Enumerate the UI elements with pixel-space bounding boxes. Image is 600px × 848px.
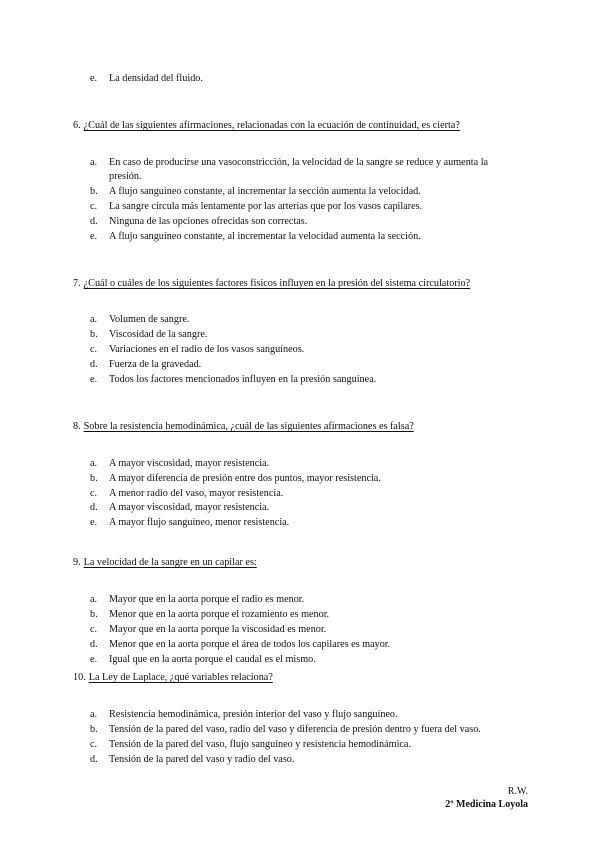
option-letter: c. bbox=[90, 201, 98, 212]
option-text: Mayor que en la aorta porque la viscosidad es menor. bbox=[109, 624, 327, 635]
option-letter: e. bbox=[90, 73, 98, 84]
option-text: En caso de producirse una vasoconstricción, la velocidad de la sangre se reduce y aumenta la bbox=[109, 157, 489, 168]
q10-option-c bbox=[90, 738, 411, 751]
option-text: Todos los factores mencionados influyen en la presión sanguínea. bbox=[109, 374, 377, 385]
q9-option-a bbox=[90, 593, 304, 606]
q10-option-a bbox=[90, 708, 398, 721]
q6-option-d bbox=[90, 215, 307, 228]
option-prev-e bbox=[90, 72, 203, 85]
option-letter: b. bbox=[90, 473, 98, 484]
q8-option-c bbox=[90, 487, 283, 500]
option-letter: c. bbox=[90, 344, 98, 355]
q8-option-d bbox=[90, 501, 269, 514]
option-text: Menor que en la aorta porque el área de todos los capilares es mayor. bbox=[109, 639, 391, 650]
option-letter: d. bbox=[90, 639, 98, 650]
option-text: La densidad del fluido. bbox=[109, 73, 203, 84]
option-letter: c. bbox=[90, 624, 98, 635]
option-text: Resistencia hemodinámica, presión interior del vaso y flujo sanguíneo. bbox=[109, 709, 398, 720]
option-letter: d. bbox=[90, 502, 98, 513]
q7-option-c bbox=[90, 343, 304, 356]
option-text: Viscosidad de la sangre. bbox=[109, 329, 208, 340]
option-letter: d. bbox=[90, 754, 98, 765]
q10-option-b bbox=[90, 723, 481, 736]
question-text: Sobre la resistencia hemodinámica, ¿cuál de las siguientes afirmaciones es falsa? bbox=[83, 421, 414, 432]
option-text: Igual que en la aorta porque el caudal es el mismo. bbox=[109, 654, 316, 665]
question-text: ¿Cuál o cuáles de los siguientes factores físicos influyen en la presión del sistema circulatorio? bbox=[83, 278, 471, 289]
question-6 bbox=[73, 119, 460, 132]
option-text: Volumen de sangre. bbox=[109, 314, 190, 325]
option-text: Menor que en la aorta porque el rozamiento es menor. bbox=[109, 609, 330, 620]
question-number: 8. bbox=[73, 421, 81, 432]
q7-option-d bbox=[90, 358, 201, 371]
footer-initials: R.W. bbox=[507, 786, 528, 797]
question-7 bbox=[73, 277, 470, 290]
question-10 bbox=[73, 671, 273, 684]
option-letter: a. bbox=[90, 157, 98, 168]
q6-option-c bbox=[90, 200, 422, 213]
option-text: Mayor que en la aorta porque el radio es menor. bbox=[109, 594, 305, 605]
option-text: A flujo sanguíneo constante, al incrementar la velocidad aumenta la sección. bbox=[109, 231, 421, 242]
option-text: A mayor flujo sanguíneo, menor resistencia. bbox=[109, 517, 290, 528]
option-letter: e. bbox=[90, 231, 98, 242]
q8-option-a bbox=[90, 457, 269, 470]
option-letter: c. bbox=[90, 739, 98, 750]
q7-option-e bbox=[90, 373, 376, 386]
question-text: La velocidad de la sangre en un capilar es: bbox=[83, 557, 257, 568]
option-letter: c. bbox=[90, 488, 98, 499]
option-letter: a. bbox=[90, 594, 98, 605]
q9-option-e bbox=[90, 653, 316, 666]
option-text: A menor radio del vaso, mayor resistencia. bbox=[109, 488, 284, 499]
option-letter: e. bbox=[90, 374, 98, 385]
option-text: La sangre circula más lentamente por las arterias que por los vasos capilares. bbox=[109, 201, 423, 212]
question-9 bbox=[73, 556, 257, 569]
q9-option-c bbox=[90, 623, 326, 636]
option-text: Tensión de la pared del vaso, flujo sanguíneo y resistencia hemodinámica. bbox=[109, 739, 411, 750]
option-letter: b. bbox=[90, 329, 98, 340]
question-text: ¿Cuál de las siguientes afirmaciones, relacionadas con la ecuación de continuidad, es cierta? bbox=[83, 120, 460, 131]
q6-option-a-continuation: presión. bbox=[109, 171, 142, 182]
option-letter: b. bbox=[90, 609, 98, 620]
option-letter: d. bbox=[90, 359, 98, 370]
option-letter: b. bbox=[90, 724, 98, 735]
option-text: Tensión de la pared del vaso y radio del vaso. bbox=[109, 754, 295, 765]
option-text: Fuerza de la gravedad. bbox=[109, 359, 202, 370]
option-letter: a. bbox=[90, 458, 98, 469]
q8-option-e bbox=[90, 516, 289, 529]
option-letter: e. bbox=[90, 517, 98, 528]
option-letter: d. bbox=[90, 216, 98, 227]
question-number: 6. bbox=[73, 120, 81, 131]
q10-option-d bbox=[90, 753, 294, 766]
q9-option-b bbox=[90, 608, 329, 621]
q6-option-e bbox=[90, 230, 421, 243]
option-letter: b. bbox=[90, 186, 98, 197]
option-letter: a. bbox=[90, 709, 98, 720]
option-letter: e. bbox=[90, 654, 98, 665]
option-text: Tensión de la pared del vaso, radio del vaso y diferencia de presión dentro y fuera del vaso. bbox=[109, 724, 481, 735]
option-text: Variaciones en el radio de los vasos sanguíneos. bbox=[109, 344, 305, 355]
q6-option-a bbox=[90, 156, 488, 169]
option-letter: a. bbox=[90, 314, 98, 325]
option-text: A mayor diferencia de presión entre dos puntos, mayor resistencia. bbox=[109, 473, 381, 484]
q9-option-d bbox=[90, 638, 390, 651]
option-text: A mayor viscosidad, mayor resistencia. bbox=[109, 458, 270, 469]
q8-option-b bbox=[90, 472, 381, 485]
question-text: La Ley de Laplace, ¿qué variables relaciona? bbox=[88, 672, 273, 683]
question-number: 9. bbox=[73, 557, 81, 568]
q7-option-a bbox=[90, 313, 189, 326]
option-text: A mayor viscosidad, mayor resistencia. bbox=[109, 502, 270, 513]
question-8 bbox=[73, 420, 414, 433]
question-number: 10. bbox=[73, 672, 86, 683]
footer-course: 2º Medicina Loyola bbox=[445, 799, 528, 810]
option-text: Ninguna de las opciones ofrecidas son correctas. bbox=[109, 216, 308, 227]
question-number: 7. bbox=[73, 278, 81, 289]
q7-option-b bbox=[90, 328, 207, 341]
q6-option-b bbox=[90, 185, 421, 198]
option-text: A flujo sanguíneo constante, al incrementar la sección aumenta la velocidad. bbox=[109, 186, 421, 197]
